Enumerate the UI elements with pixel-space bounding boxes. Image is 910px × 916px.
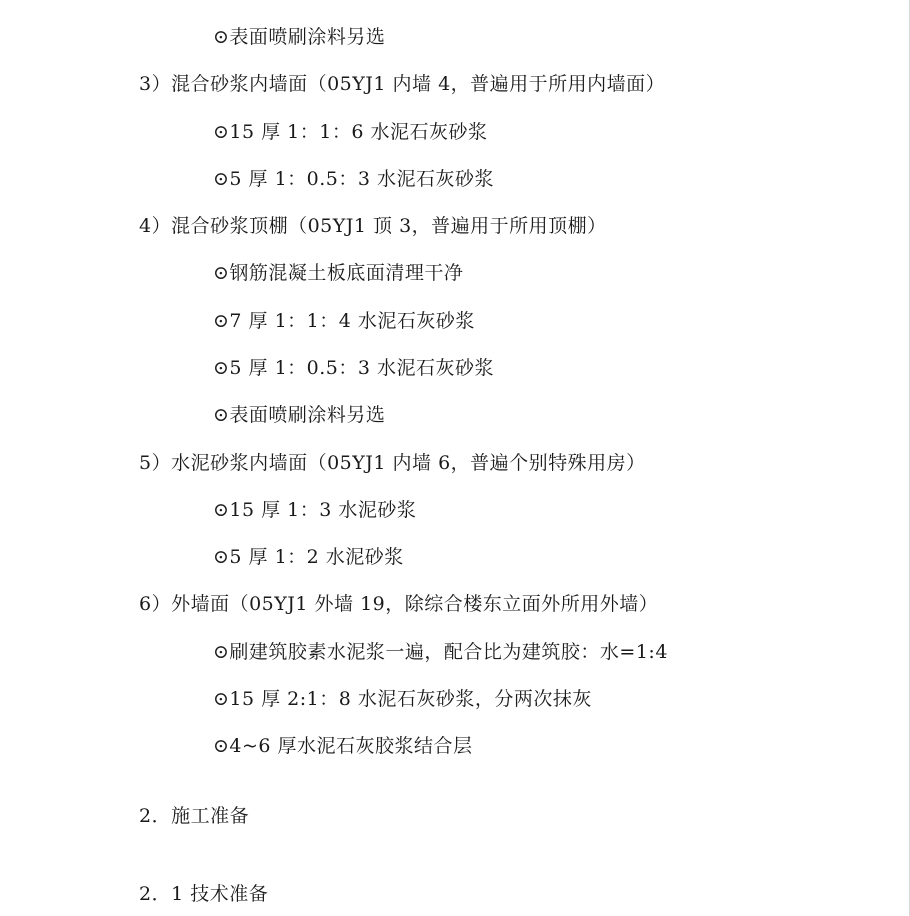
bullet-line: ⊙15 厚 1：3 水泥砂浆 <box>213 499 417 521</box>
bullet-line: ⊙7 厚 1：1：4 水泥石灰砂浆 <box>213 310 475 332</box>
bullet-line: ⊙5 厚 1：2 水泥砂浆 <box>213 546 404 568</box>
bullet-line: ⊙刷建筑胶素水泥浆一遍，配合比为建筑胶：水=1:4 <box>213 641 668 663</box>
bullet-line: ⊙4~6 厚水泥石灰胶浆结合层 <box>213 735 473 757</box>
item-heading: 3）混合砂浆内墙面（05YJ1 内墙 4，普遍用于所用内墙面） <box>139 73 666 95</box>
bullet-line: ⊙15 厚 2:1：8 水泥石灰砂浆，分两次抹灰 <box>213 688 592 710</box>
section-heading: 2．施工准备 <box>139 805 250 827</box>
bullet-line: ⊙5 厚 1：0.5：3 水泥石灰砂浆 <box>213 357 495 379</box>
item-heading: 4）混合砂浆顶棚（05YJ1 顶 3，普遍用于所用顶棚） <box>139 215 607 237</box>
bullet-line: ⊙15 厚 1：1：6 水泥石灰砂浆 <box>213 121 488 143</box>
subsection-heading: 2．1 技术准备 <box>139 883 269 905</box>
bullet-line: ⊙钢筋混凝土板底面清理干净 <box>213 262 464 284</box>
bullet-line: ⊙5 厚 1：0.5：3 水泥石灰砂浆 <box>213 168 495 190</box>
bullet-line: ⊙表面喷刷涂料另选 <box>213 404 386 426</box>
bullet-line: ⊙表面喷刷涂料另选 <box>213 26 386 48</box>
item-heading: 5）水泥砂浆内墙面（05YJ1 内墙 6，普遍个别特殊用房） <box>139 452 646 474</box>
item-heading: 6）外墙面（05YJ1 外墙 19，除综合楼东立面外所用外墙） <box>139 593 659 615</box>
